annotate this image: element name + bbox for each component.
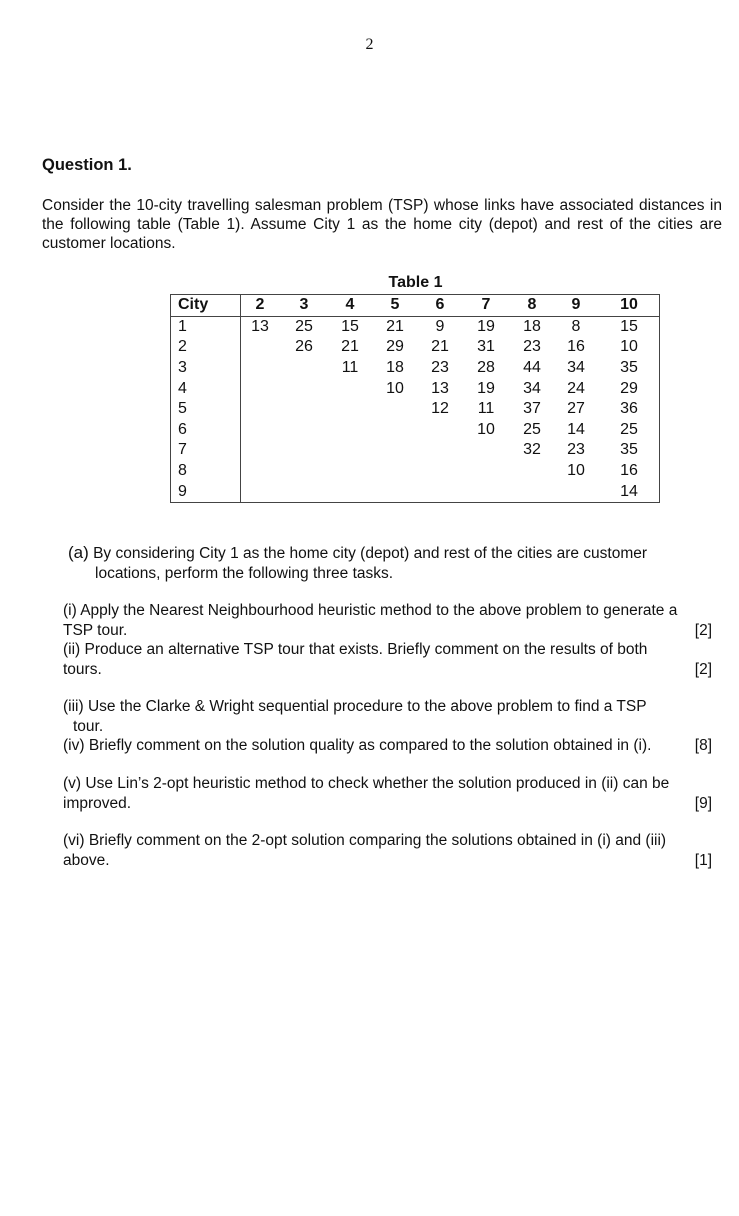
table-cell [461, 481, 511, 502]
table-cell [329, 440, 371, 461]
row-city-label: 1 [171, 316, 241, 337]
table-cell [419, 461, 461, 482]
table-cell: 10 [620, 338, 638, 356]
table-cell [329, 461, 371, 482]
table-cell: 31 [477, 338, 495, 356]
task-v-text: (v) Use Lin’s 2-opt heuristic method to check whether the solution produced in (ii) can be [63, 775, 670, 792]
task-vi [63, 831, 722, 870]
table-cell [241, 358, 280, 379]
table-cell: 11 [477, 400, 495, 418]
header-col: 7 [461, 295, 511, 317]
table-cell [241, 420, 280, 441]
page-number: 2 [365, 36, 374, 53]
table-cell: 13 [251, 317, 269, 335]
table-row [171, 358, 660, 379]
task-ii-last: tours. [63, 660, 102, 678]
table-row [171, 440, 660, 461]
table-cell: 27 [567, 400, 585, 418]
table-cell: 37 [523, 400, 541, 418]
table-cell [553, 481, 599, 502]
table-cell: 25 [523, 420, 541, 438]
table-row [171, 337, 660, 358]
task-iv [63, 736, 722, 756]
table-cell [419, 420, 461, 441]
table-cell: 9 [435, 317, 445, 335]
table-cell: 29 [386, 338, 404, 356]
table-cell [371, 420, 419, 441]
table-cell [371, 481, 419, 502]
table-cell: 21 [431, 338, 449, 356]
header-col: 3 [279, 295, 329, 317]
table-cell: 32 [523, 441, 541, 459]
table-row [171, 481, 660, 502]
table-row [171, 420, 660, 441]
table-cell [329, 420, 371, 441]
table-cell [279, 358, 329, 379]
task-iii-text: (iii) Use the Clarke & Wright sequential procedure to the above problem to find a TSP [63, 698, 647, 715]
table-cell: 23 [431, 359, 449, 377]
task-ii-mark: [2] [694, 660, 712, 678]
table-cell: 23 [567, 441, 585, 459]
row-city-label: 8 [171, 461, 241, 482]
table-cell: 35 [620, 359, 638, 377]
row-city-label: 7 [171, 440, 241, 461]
task-v-last: improved. [63, 794, 132, 812]
table-cell [279, 461, 329, 482]
row-city-label: 4 [171, 378, 241, 399]
table-cell [241, 399, 280, 420]
table-cell: 44 [523, 359, 541, 377]
header-col: 2 [241, 295, 280, 317]
table-cell [241, 461, 280, 482]
task-vi-text: (vi) Briefly comment on the 2-opt solution comparing the solutions obtained in (i) and (iii) [63, 832, 667, 849]
table-cell [241, 378, 280, 399]
part-a-marker: (a) [68, 543, 89, 562]
table-caption: Table 1 [388, 274, 443, 291]
table-cell: 18 [523, 317, 541, 335]
table-cell: 14 [567, 420, 585, 438]
table-cell [419, 481, 461, 502]
table-cell: 36 [620, 400, 638, 418]
header-col: 9 [553, 295, 599, 317]
table-cell: 11 [341, 359, 359, 377]
table-cell [279, 440, 329, 461]
table-cell [279, 378, 329, 399]
table-cell [461, 461, 511, 482]
part-a-line1: By considering City 1 as the home city (depot) and rest of the cities are customer [93, 545, 648, 562]
row-city-label: 9 [171, 481, 241, 502]
header-col: 4 [329, 295, 371, 317]
question-title: Question 1. [42, 156, 132, 174]
table-cell [461, 440, 511, 461]
task-iv-last: (iv) Briefly comment on the solution quality as compared to the solution obtained in (i). [63, 737, 652, 754]
table-cell: 10 [386, 379, 404, 397]
task-iv-mark: [8] [694, 737, 712, 754]
task-iii [63, 697, 722, 736]
table-cell: 13 [431, 379, 449, 397]
task-i-mark: [2] [694, 621, 712, 639]
table-cell: 35 [620, 441, 638, 459]
part-a [68, 543, 722, 583]
table-cell [419, 440, 461, 461]
task-vi-last: above. [63, 851, 110, 869]
table-cell [279, 399, 329, 420]
table-cell: 26 [295, 338, 313, 356]
table-cell: 19 [477, 379, 495, 397]
table-cell [241, 440, 280, 461]
header-col: 6 [419, 295, 461, 317]
table-cell: 19 [477, 317, 495, 335]
question-intro: Consider the 10-city travelling salesman problem (TSP) whose links have associated distances in the following table (Table 1). Assume City 1 as the home city (depot) and rest of the cities are customer locations. [42, 197, 722, 252]
task-i-text: (i) Apply the Nearest Neighbourhood heuristic method to the above problem to generate a [63, 602, 678, 619]
table-cell [279, 420, 329, 441]
table-cell: 16 [620, 462, 638, 480]
task-i [63, 601, 722, 640]
row-city-label: 3 [171, 358, 241, 379]
table-cell: 10 [567, 462, 585, 480]
task-v [63, 774, 722, 813]
table-cell: 16 [567, 338, 585, 356]
table-cell: 14 [620, 482, 638, 500]
row-city-label: 2 [171, 337, 241, 358]
table-cell [241, 337, 280, 358]
task-vi-mark: [1] [694, 851, 712, 869]
task-ii [63, 640, 722, 679]
table-cell [371, 440, 419, 461]
table-cell: 28 [477, 359, 495, 377]
table-cell [279, 481, 329, 502]
task-i-last: TSP tour. [63, 621, 128, 639]
task-ii-text: (ii) Produce an alternative TSP tour that exists. Briefly comment on the results of both [63, 641, 648, 658]
table-cell [329, 399, 371, 420]
table-cell: 18 [386, 359, 404, 377]
table-cell: 29 [620, 379, 638, 397]
row-city-label: 6 [171, 420, 241, 441]
header-col: 8 [511, 295, 553, 317]
task-iii-last: tour. [73, 717, 104, 735]
table-cell: 25 [620, 420, 638, 438]
table-cell [329, 378, 371, 399]
table-cell: 8 [571, 317, 581, 335]
part-a-line2: locations, perform the following three tasks. [95, 564, 394, 582]
table-cell: 25 [295, 317, 313, 335]
table-cell: 23 [523, 338, 541, 356]
distance-table [170, 294, 660, 503]
table-cell [511, 481, 553, 502]
header-col: 5 [371, 295, 419, 317]
table-row [171, 461, 660, 482]
table-row [171, 399, 660, 420]
table-cell: 34 [567, 359, 585, 377]
table-header-row [171, 295, 660, 317]
table-cell: 21 [386, 317, 404, 335]
table-row [171, 378, 660, 399]
table-cell [371, 399, 419, 420]
table-cell: 34 [523, 379, 541, 397]
table-cell [241, 481, 280, 502]
table-cell: 15 [620, 317, 638, 335]
table-row [171, 316, 660, 337]
table-cell [371, 461, 419, 482]
table-cell: 10 [477, 420, 495, 438]
task-v-mark: [9] [694, 794, 712, 812]
header-city: City [171, 295, 241, 317]
table-cell [329, 481, 371, 502]
table-cell: 15 [341, 317, 359, 335]
table-cell: 24 [567, 379, 585, 397]
table-cell [511, 461, 553, 482]
table-cell: 21 [341, 338, 359, 356]
header-col: 10 [599, 295, 660, 317]
table-cell: 12 [431, 400, 449, 418]
row-city-label: 5 [171, 399, 241, 420]
